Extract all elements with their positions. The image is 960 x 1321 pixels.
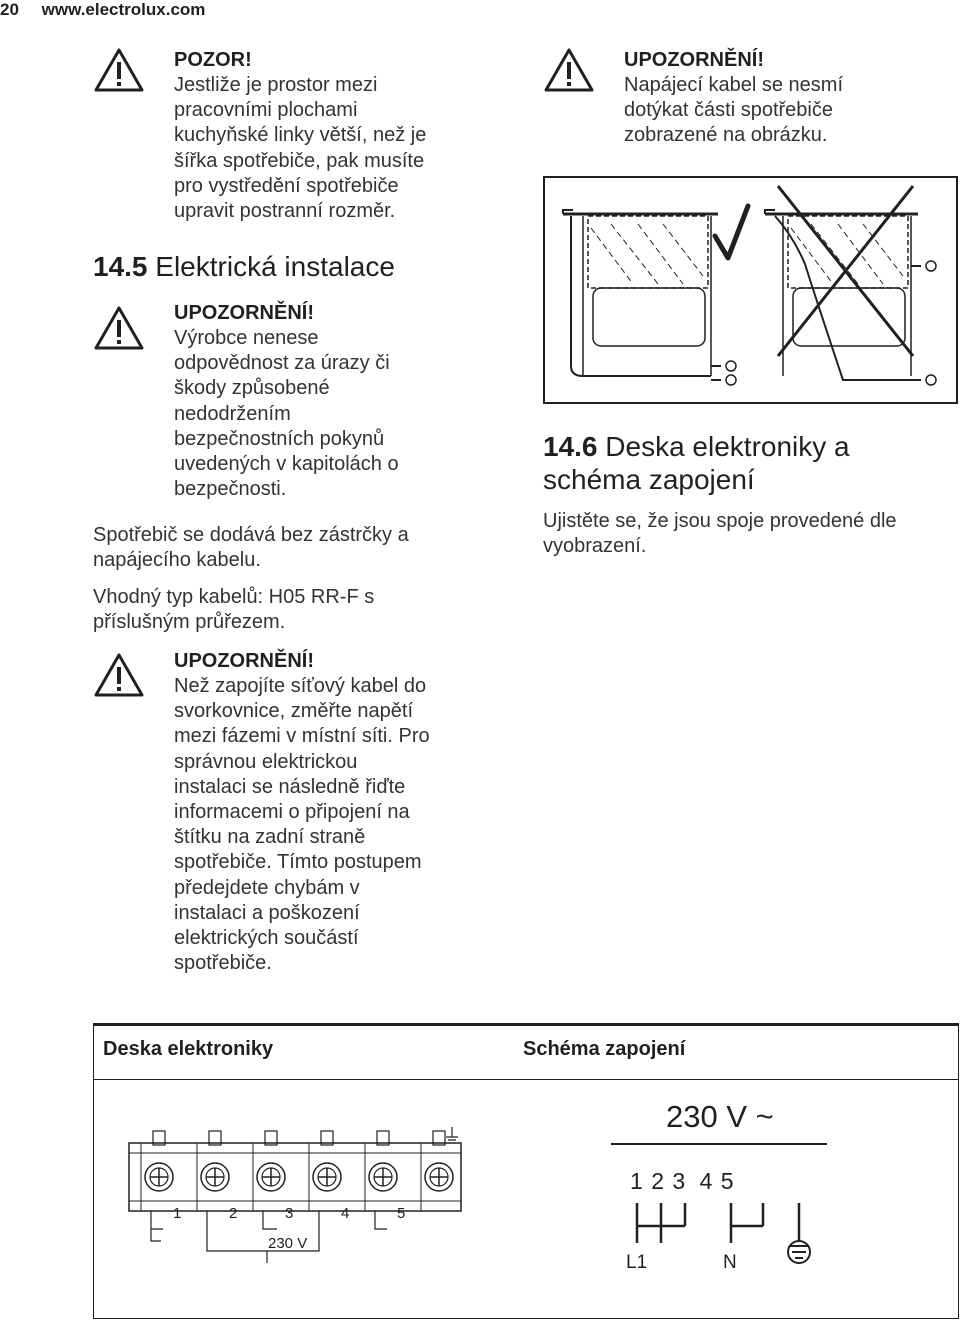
text-line: Než zapojíte síťový kabel do: [174, 675, 427, 697]
column-header-schema: Schéma zapojení: [523, 1038, 686, 1060]
text-line: pracovními plochami: [174, 99, 358, 122]
schema-voltage-label: 230 V ~: [666, 1099, 774, 1134]
schema-label-n: N: [723, 1252, 737, 1273]
terminal-label-1: 1: [173, 1205, 182, 1222]
table-top-rule: [93, 1023, 959, 1026]
text-line: instalaci se následně řiďte: [174, 775, 406, 798]
warning-triangle-icon: [543, 47, 595, 93]
table-bottom-border: [93, 1318, 959, 1319]
text-line: bezpečnosti.: [174, 478, 287, 501]
text-line: příslušným průřezem.: [93, 611, 286, 634]
text-line: správnou elektrickou: [174, 750, 358, 773]
schema-number: 5: [720, 1168, 734, 1194]
schema-label-l1: L1: [626, 1252, 648, 1273]
text-line: spotřebiče.: [174, 952, 272, 975]
text-line: svorkovnice, změřte napětí: [174, 700, 413, 723]
text-line: mezi fázemi v místní síti. Pro: [174, 725, 430, 748]
text-line: Vhodný typ kabelů: H05 RR-F s: [93, 586, 375, 608]
text-line: pro vystředění spotřebiče: [174, 174, 399, 197]
text-line: nedodržením: [174, 402, 291, 425]
section-title-14-5: [93, 250, 395, 283]
terminal-label-4: 4: [341, 1205, 350, 1222]
section-number: 14.5: [93, 251, 148, 282]
terminal-label-3: 3: [285, 1205, 294, 1222]
text-line: štítku na zadní straně: [174, 826, 366, 849]
table-header-rule: [93, 1079, 959, 1080]
text-line: spotřebiče. Tímto postupem: [174, 851, 422, 874]
text-line: Napájecí kabel se nesmí: [624, 74, 844, 96]
paragraph-cable-type: [93, 585, 374, 635]
warning-upozorneni-2: [174, 649, 430, 976]
warning-triangle-icon: [93, 305, 145, 351]
text-line: odpovědnost za úrazy či: [174, 352, 390, 375]
schema-number: 3: [672, 1168, 686, 1194]
site-url: www.electrolux.com: [41, 0, 206, 19]
warning-upozorneni-1: [174, 301, 399, 502]
wiring-table: [93, 1023, 959, 1320]
paragraph-no-plug: [93, 523, 409, 573]
text-line: vyobrazení.: [543, 535, 647, 558]
text-line: Ujistěte se, že jsou spoje provedené dle: [543, 510, 897, 532]
schema-number: 4: [699, 1168, 713, 1194]
schema-number: 2: [651, 1168, 664, 1194]
schema-supply-line: [611, 1143, 827, 1145]
schema-terminal-numbers: [630, 1168, 734, 1195]
table-right-border: [958, 1023, 959, 1319]
section-title-text: Deska elektroniky a: [605, 431, 850, 462]
cable-placement-illustration: [543, 176, 958, 404]
text-line: škody způsobené: [174, 377, 330, 400]
text-line: elektrických součástí: [174, 927, 359, 950]
warning-title: POZOR!: [174, 49, 252, 71]
warning-pozor: [174, 48, 426, 224]
section-title-text: Elektrická instalace: [155, 251, 395, 282]
warning-triangle-icon: [93, 47, 145, 93]
text-line: předejdete chybám v: [174, 876, 360, 899]
warning-text: [624, 73, 843, 149]
paragraph-connections: [543, 509, 897, 559]
earth-icon: [788, 1203, 810, 1263]
section-title-14-6: [543, 430, 850, 496]
terminal-label-5: 5: [397, 1205, 406, 1222]
warning-upozorneni-3: [624, 48, 843, 149]
text-line: informacemi o připojení na: [174, 801, 410, 824]
text-line: uvedených v kapitolách o: [174, 453, 399, 476]
text-line: napájecího kabelu.: [93, 549, 261, 572]
terminal-label-2: 2: [229, 1205, 238, 1222]
column-header-board: Deska elektroniky: [103, 1038, 274, 1060]
text-line: kuchyňské linky větší, než je: [174, 124, 427, 147]
warning-text: [174, 73, 426, 224]
section-number: 14.6: [543, 431, 598, 462]
warning-triangle-icon: [93, 652, 145, 698]
text-line: Spotřebič se dodává bez zástrčky a: [93, 524, 409, 546]
text-line: instalaci a poškození: [174, 901, 360, 924]
page-header: [0, 0, 205, 20]
text-line: Výrobce nenese: [174, 327, 319, 349]
warning-text: [174, 674, 430, 976]
page-number: 20: [0, 0, 19, 19]
board-voltage-label: 230 V: [268, 1235, 308, 1252]
warning-title: UPOZORNĚNÍ!: [624, 49, 764, 71]
warning-title: UPOZORNĚNÍ!: [174, 302, 314, 324]
warning-title: UPOZORNĚNÍ!: [174, 650, 314, 672]
text-line: bezpečnostních pokynů: [174, 427, 385, 450]
ground-symbol-icon: [446, 1127, 458, 1140]
text-line: zobrazené na obrázku.: [624, 124, 828, 147]
table-left-border: [93, 1023, 94, 1319]
text-line: Jestliže je prostor mezi: [174, 74, 378, 96]
text-line: šířka spotřebiče, pak musíte: [174, 149, 425, 172]
text-line: dotýkat části spotřebiče: [624, 99, 833, 122]
schema-number: 1: [630, 1168, 643, 1194]
section-title-text: schéma zapojení: [543, 464, 755, 495]
text-line: upravit postranní rozměr.: [174, 200, 396, 223]
terminal-board-diagram: [126, 1123, 466, 1283]
terminal-screws: [141, 1127, 458, 1211]
warning-text: [174, 326, 399, 502]
